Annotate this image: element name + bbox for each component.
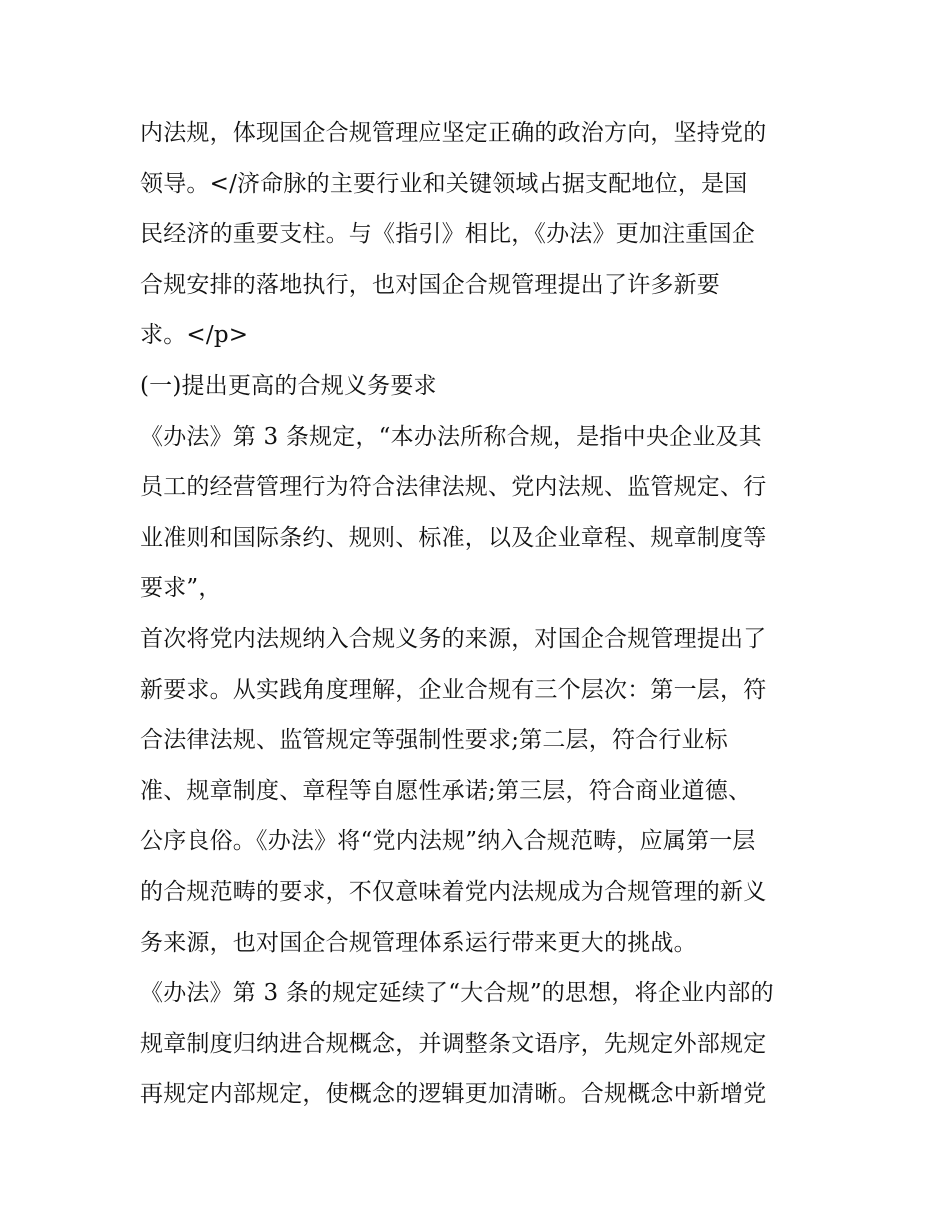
section-heading: (一)提出更高的合规义务要求	[140, 372, 437, 399]
text-line: 公序良俗。《办法》将“党内法规”纳入合规范畴，应属第一层	[140, 828, 756, 855]
text-line: 内法规，体现国企合规管理应坚定正确的政治方向，坚持党的	[140, 120, 767, 146]
text-line: 业准则和国际条约、规则、标准，以及企业章程、规章制度等	[140, 524, 767, 551]
text-line: 准、规章制度、章程等自愿性承诺;第三层，符合商业道德、	[140, 777, 752, 804]
text-line: 民经济的重要支柱。与《指引》相比，《办法》更加注重国企	[140, 221, 755, 248]
text-line: 员工的经营管理行为符合法律法规、党内法规、监管规定、行	[140, 474, 767, 501]
text-line: 的合规范畴的要求，不仅意味着党内法规成为合规管理的新义	[140, 878, 767, 905]
document-body	[140, 108, 812, 1120]
text-line: 务来源，也对国企合规管理体系运行带来更大的挑战。	[140, 929, 697, 956]
text-line: 要求”，	[140, 575, 222, 602]
text-line: 《办法》第 3 条的规定延续了“大合规”的思想，将企业内部的	[140, 980, 774, 1007]
text-line: 《办法》第 3 条规定，“本办法所称合规，是指中央企业及其	[140, 423, 762, 450]
text-line: 规章制度归纳进合规概念，并调整条文语序，先规定外部规定	[140, 1030, 767, 1057]
text-line: 领导。</济命脉的主要行业和关键领域占据支配地位，是国	[140, 170, 748, 197]
text-line: 再规定内部规定，使概念的逻辑更加清晰。合规概念中新增党	[140, 1081, 767, 1108]
text-line: 求。</p>	[140, 322, 249, 349]
text-line: 首次将党内法规纳入合规义务的来源，对国企合规管理提出了	[140, 625, 767, 652]
text-line: 新要求。从实践角度理解，企业合规有三个层次：第一层，符	[140, 676, 767, 703]
text-line: 合法律法规、监管规定等强制性要求;第二层，符合行业标	[140, 727, 728, 754]
text-line: 合规安排的落地执行，也对国企合规管理提出了许多新要	[140, 271, 720, 298]
